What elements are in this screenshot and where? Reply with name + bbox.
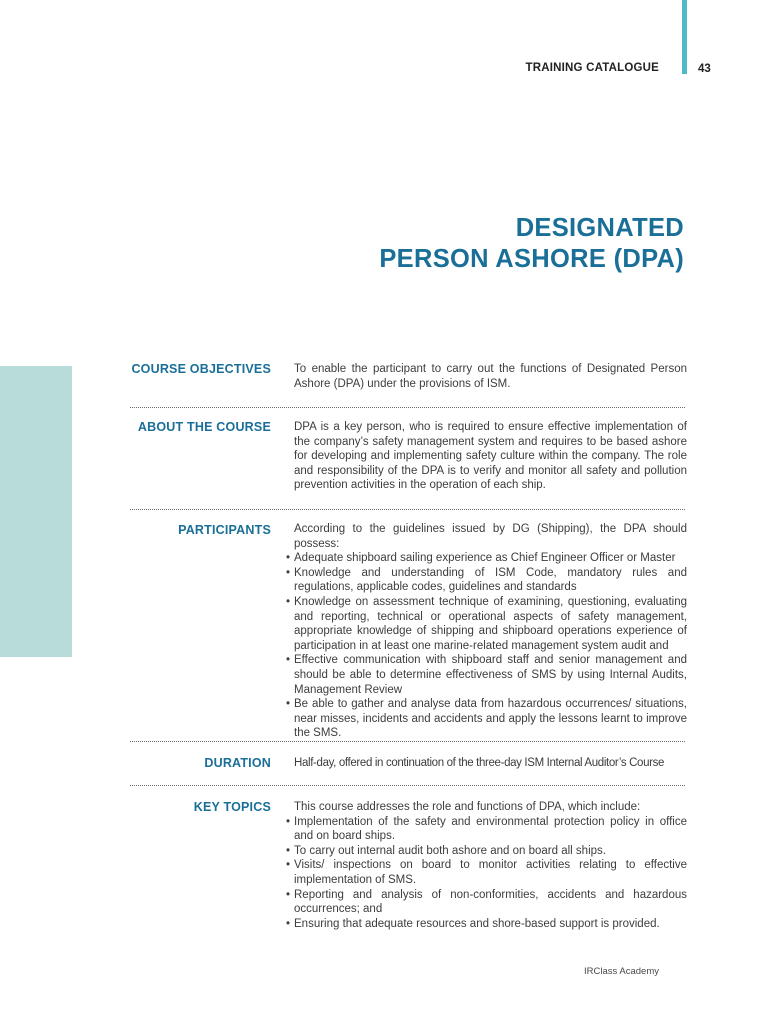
participants-list xyxy=(294,551,687,741)
course-title xyxy=(379,213,684,275)
participants-intro: According to the guidelines issued by DG (Shipping), the DPA should possess: xyxy=(294,523,687,550)
course-title-line-1: DESIGNATED xyxy=(515,214,684,242)
key-topics-label: KEY TOPICS xyxy=(193,800,271,814)
key-topics-list-item: • To carry out internal audit both ashore and on board all ships. xyxy=(294,844,687,859)
page-number: 43 xyxy=(698,63,711,75)
footer-publisher: IRClass Academy xyxy=(584,966,659,977)
duration-label: DURATION xyxy=(204,756,271,770)
course-title-line-2: PERSON ASHORE (DPA) xyxy=(379,245,684,273)
duration-text xyxy=(294,756,687,771)
participants-text xyxy=(294,522,687,741)
key-topics-list-item: • Implementation of the safety and environmental protection policy in office and on board ships. xyxy=(294,815,687,844)
course-objectives-label: COURSE OBJECTIVES xyxy=(131,362,271,376)
side-decoration-block xyxy=(0,366,72,657)
about-course-label: ABOUT THE COURSE xyxy=(137,420,271,434)
key-topics-list-item: • Reporting and analysis of non-conformities, accidents and hazardous occurrences; and xyxy=(294,888,687,917)
participants-list-item: • Adequate shipboard sailing experience as Chief Engineer Officer or Master xyxy=(294,551,687,566)
key-topics-text xyxy=(294,800,687,931)
duration-paragraph: Half-day, offered in continuation of the three-day ISM Internal Auditor’s Course xyxy=(294,757,665,769)
key-topics-list-item: • Visits/ inspections on board to monitor activities relating to effective implementation of SMS. xyxy=(294,858,687,887)
section-divider xyxy=(130,785,685,786)
section-divider xyxy=(130,509,685,510)
section-divider xyxy=(130,741,685,742)
participants-list-item: • Knowledge and understanding of ISM Code, mandatory rules and regulations, applicable codes, guidelines and standards xyxy=(294,566,687,595)
course-objectives-text xyxy=(294,362,687,391)
about-course-paragraph: DPA is a key person, who is required to ensure effective implementation of the company’s safety management system and requires to be based ashore for developing and implementing safety culture within the company. The role and responsibility of the DPA is to verify and monitor all safety and pollution prevention activities in the operation of each ship. xyxy=(294,421,687,492)
header-accent-bar xyxy=(682,0,687,74)
about-course-text xyxy=(294,420,687,493)
catalogue-label: TRAINING CATALOGUE xyxy=(525,62,659,74)
participants-list-item: • Knowledge on assessment technique of examining, questioning, evaluating and reporting, technical or operational aspects of safety management, appropriate knowledge of shipping and shipboard operations experience of participation in at least one marine-related management system audit and xyxy=(294,595,687,653)
course-objectives-paragraph: To enable the participant to carry out the functions of Designated Person Ashore (DPA) under the provisions of ISM. xyxy=(294,363,687,390)
participants-list-item: • Be able to gather and analyse data from hazardous occurrences/ situations, near misses, incidents and accidents and apply the lessons learnt to improve the SMS. xyxy=(294,697,687,741)
key-topics-intro: This course addresses the role and functions of DPA, which include: xyxy=(294,801,641,813)
key-topics-list-item: • Ensuring that adequate resources and shore-based support is provided. xyxy=(294,917,687,932)
participants-list-item: • Effective communication with shipboard staff and senior management and should be able to determine effectiveness of SMS by using Internal Audits, Management Review xyxy=(294,653,687,697)
section-divider xyxy=(130,407,685,408)
key-topics-list xyxy=(294,815,687,932)
participants-label: PARTICIPANTS xyxy=(178,523,271,537)
